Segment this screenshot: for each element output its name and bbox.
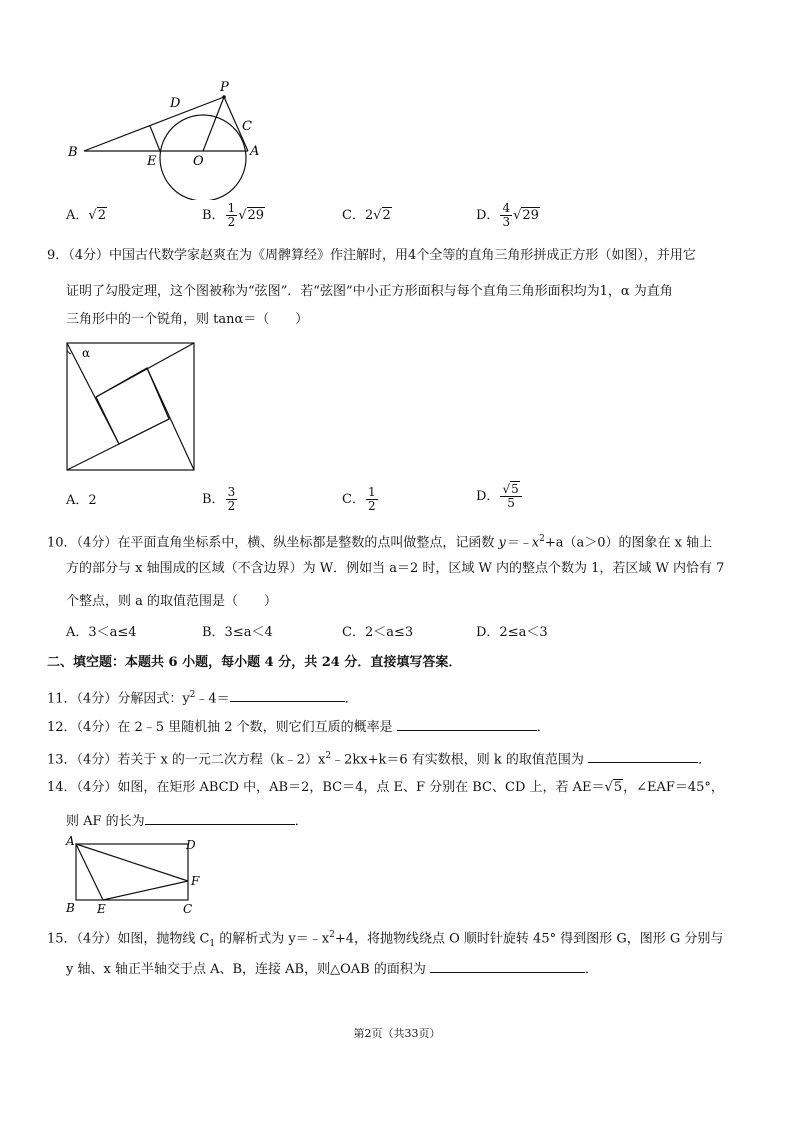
- answer-blank[interactable]: [397, 716, 537, 731]
- line-ae: [76, 844, 103, 900]
- sqrt-symbol: √29: [513, 208, 539, 223]
- q12: 12．（4分）在 2﹣5 里随机抽 2 个数，则它们互质的概率是 ．: [47, 716, 550, 737]
- q10-option-c[interactable]: C．2＜a≤3: [342, 625, 414, 640]
- line-af: [76, 844, 188, 881]
- line-ed: [150, 126, 160, 151]
- q9-line-3: 三角形中的一个锐角，则 tanα＝（ ）: [66, 312, 309, 327]
- sqrt-symbol: √5: [502, 482, 519, 496]
- label-c: C: [242, 119, 252, 134]
- label-e: E: [97, 902, 106, 916]
- q14-line-1: 14．（4分）如图，在矩形 ABCD 中，AB＝2，BC＝4，点 E、F 分别在 BC、CD 上，若 AE＝√5，∠EAF＝45°，: [47, 780, 724, 795]
- rectangle-abcd: [76, 844, 188, 900]
- figure-q8-circle-tangent: [60, 75, 280, 200]
- label-o: O: [193, 154, 204, 169]
- figure-q14-rectangle: [62, 834, 212, 916]
- outer-square: [67, 343, 194, 470]
- fraction: $\frac{4}{3}$: [502, 201, 511, 229]
- line-ef: [103, 881, 188, 900]
- label-e: E: [147, 154, 157, 169]
- q14-line-2: 则 AF 的长为 ．: [66, 810, 308, 831]
- q8-option-c[interactable]: C．2√2: [342, 208, 391, 223]
- q10-line-2: 方的部分与 x 轴围成的区域（不含边界）为 W．例如当 a＝2 时，区域 W 内的整点个数为 1，若区域 W 内恰有 7: [66, 561, 725, 576]
- q8-option-b[interactable]: B． $\frac{1}{2}$ √29: [202, 201, 265, 229]
- answer-blank[interactable]: [430, 958, 585, 973]
- q9-option-a[interactable]: A．2: [66, 493, 97, 508]
- q10-line-1: 10．（4分）在平面直角坐标系中，横、纵坐标都是整数的点叫做整点，记函数 $y=﹣x^2+a(a>0)$的图象在 x 轴上: [47, 534, 713, 551]
- q11: 11．（4分）分解因式：$y^2﹣4=$ ．: [47, 686, 358, 708]
- inner-square: [96, 368, 169, 444]
- q15-line-1: 15．（4分）如图，抛物线 $C_1$ 的解析式为 $y=﹣x^2+4$，将抛物线绕点 O 顺时针旋转 45° 得到图形 G，图形 G 分别与: [47, 930, 724, 949]
- label-b: B: [68, 145, 78, 160]
- label-d: D: [170, 96, 181, 111]
- label-d: D: [186, 838, 196, 852]
- q9-option-c[interactable]: C． $\frac{1}{2}$: [342, 485, 376, 513]
- point-p: [222, 95, 226, 99]
- q15-line-2: y 轴、x 轴正半轴交于点 A、B，连接 AB，则△OAB 的面积为 ．: [66, 958, 598, 979]
- q10-option-d[interactable]: D．2≤a＜3: [476, 625, 548, 640]
- line-bp: [84, 97, 224, 151]
- sqrt-symbol: √5: [604, 780, 623, 795]
- q9-option-d[interactable]: D． $\frac{√5}{5}$: [476, 483, 523, 510]
- q13: 13．（4分）若关于 x 的一元二次方程$(k﹣2)x^2﹣2kx+k=6$ 有实数根，则 k 的取值范围为 ．: [47, 747, 711, 769]
- answer-blank[interactable]: [230, 687, 345, 702]
- fraction: $\frac{√5}{5}$: [500, 483, 521, 510]
- q9-option-b[interactable]: B． $\frac{3}{2}$: [202, 485, 236, 513]
- q10-option-a[interactable]: A．3＜a≤4: [66, 625, 137, 640]
- answer-blank[interactable]: [145, 810, 295, 825]
- q9-line-2: 证明了勾股定理，这个图被称为“弦图”．若“弦图”中小正方形面积与每个直角三角形面积均为1，α 为直角: [66, 284, 673, 299]
- label-c: C: [183, 902, 193, 916]
- q8-option-a[interactable]: A．√2: [66, 208, 106, 223]
- label-alpha: α: [82, 346, 91, 360]
- page-footer: 第2页（共33页）: [353, 1027, 441, 1040]
- answer-blank[interactable]: [588, 748, 698, 763]
- q10-option-b[interactable]: B．3≤a＜4: [202, 625, 273, 640]
- section-2-heading: 二、填空题：本题共 6 小题，每小题 4 分，共 24 分．直接填写答案．: [47, 655, 462, 670]
- label-a: A: [250, 144, 260, 159]
- q9-line-1: 9．（4分）中国古代数学家赵爽在为《周髀算经》作注解时，用4个全等的直角三角形拼成正方形（如图），并用它: [47, 248, 696, 263]
- fraction: $\frac{1}{2}$: [367, 485, 376, 513]
- label-p: P: [220, 80, 229, 95]
- fraction: $\frac{3}{2}$: [227, 485, 236, 513]
- sqrt-symbol: √2: [88, 208, 106, 223]
- figure-q9-xian-diagram: [64, 340, 200, 476]
- line-op: [203, 97, 224, 151]
- fraction: $\frac{1}{2}$: [227, 201, 236, 229]
- q8-option-d[interactable]: D． $\frac{4}{3}$ √29: [476, 201, 539, 229]
- label-a: A: [66, 834, 75, 848]
- label-b: B: [66, 901, 75, 915]
- sqrt-symbol: √2: [373, 208, 391, 223]
- label-f: F: [191, 874, 200, 888]
- q10-line-3: 个整点，则 a 的取值范围是（ ）: [66, 594, 278, 609]
- sqrt-symbol: √29: [238, 208, 265, 223]
